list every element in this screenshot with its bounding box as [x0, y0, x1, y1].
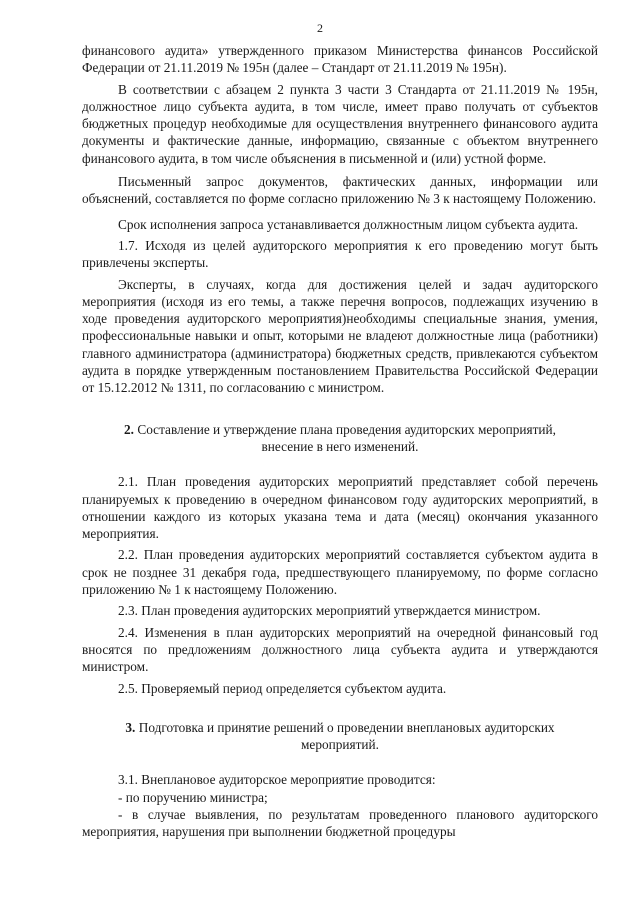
paragraph-srok: Срок исполнения запроса устанавливается должностным лицом субъекта аудита. — [118, 216, 579, 232]
paragraph-2-1: 2.1. План проведения аудиторских мероприятий представляет собой перечень планируемых к проведению в очередном финансовом году аудиторских мероприятий, в отношении каждого из которых указана тема и дата (месяц) окончания указанного мероприятия. — [82, 474, 598, 542]
paragraph-3-1: 3.1. Внеплановое аудиторское мероприятие проводится: — [118, 772, 436, 788]
paragraph-experts: Эксперты, в случаях, когда для достижения целей и задач аудиторского мероприятия (исходя из его темы, а также перечня вопросов, подлежащих изучению в ходе проведения аудиторского мероприятия)необходимы специальные знания, умения, профессиональные навыки и опыт, которыми не владеют должностные лица (работники) главного администратора (администратора) бюджетных средств, привлекаются субъектом аудита в порядке утвержденным постановлением Правительства Российской Федерации от 15.12.2012 № 1311, по согласованию с министром. — [82, 276, 598, 396]
page-number: 2 — [317, 21, 323, 35]
section-3-title: Подготовка и принятие решений о проведении внеплановых аудиторских мероприятий. — [135, 719, 555, 753]
list-item-3-1a: - по поручению министра; — [118, 789, 268, 805]
document-body — [82, 42, 598, 841]
section-3-heading — [82, 719, 598, 754]
paragraph-2-5: 2.5. Проверяемый период определяется субъектом аудита. — [118, 680, 447, 696]
paragraph-2-2: 2.2. План проведения аудиторских мероприятий составляется субъектом аудита в срок не позднее 31 декабря года, предшествующего планируемому, по форме согласно приложению № 1 к настоящему Положению. — [82, 547, 598, 598]
paragraph-1-7: 1.7. Исходя из целей аудиторского мероприятия к его проведению могут быть привлечены эксперты. — [82, 237, 598, 271]
section-2-number: 2. — [124, 421, 134, 437]
section-2-title: Составление и утверждение плана проведения аудиторских мероприятий, внесение в него изменений. — [134, 421, 556, 454]
paragraph-abzac: В соответствии с абзацем 2 пункта 3 части 3 Стандарта от 21.11.2019 № 195н, должностное лицо субъекта аудита, в том числе, имеет право получать от субъектов бюджетных процедур необходимые для осуществления внутреннего финансового аудита документы и фактические данные, информацию, связанные с объектом внутреннего финансового аудита, в том числе объяснения в письменной и (или) устной форме. — [82, 81, 598, 166]
paragraph-2-3: 2.3. План проведения аудиторских мероприятий утверждается министром. — [118, 603, 541, 619]
paragraph-2-4: 2.4. Изменения в план аудиторских мероприятий на очередной финансовый год вносятся по предложениям должностного лица субъекта аудита и утверждаются министром. — [82, 624, 598, 675]
section-3-number: 3. — [125, 719, 136, 735]
section-2-heading — [82, 421, 598, 456]
paragraph-intro: финансового аудита» утвержденного приказом Министерства финансов Российской Федерации от 21.11.2019 № 195н (далее – Стандарт от 21.11.2019 № 195н). — [82, 43, 598, 76]
list-item-3-1b: - в случае выявления, по результатам проведенного планового аудиторского мероприятия, нарушения при выполнении бюджетной процедуры — [82, 806, 598, 840]
paragraph-zapros: Письменный запрос документов, фактических данных, информации или объяснений, составляется по форме согласно приложению № 3 к настоящему Положению. — [82, 174, 598, 207]
